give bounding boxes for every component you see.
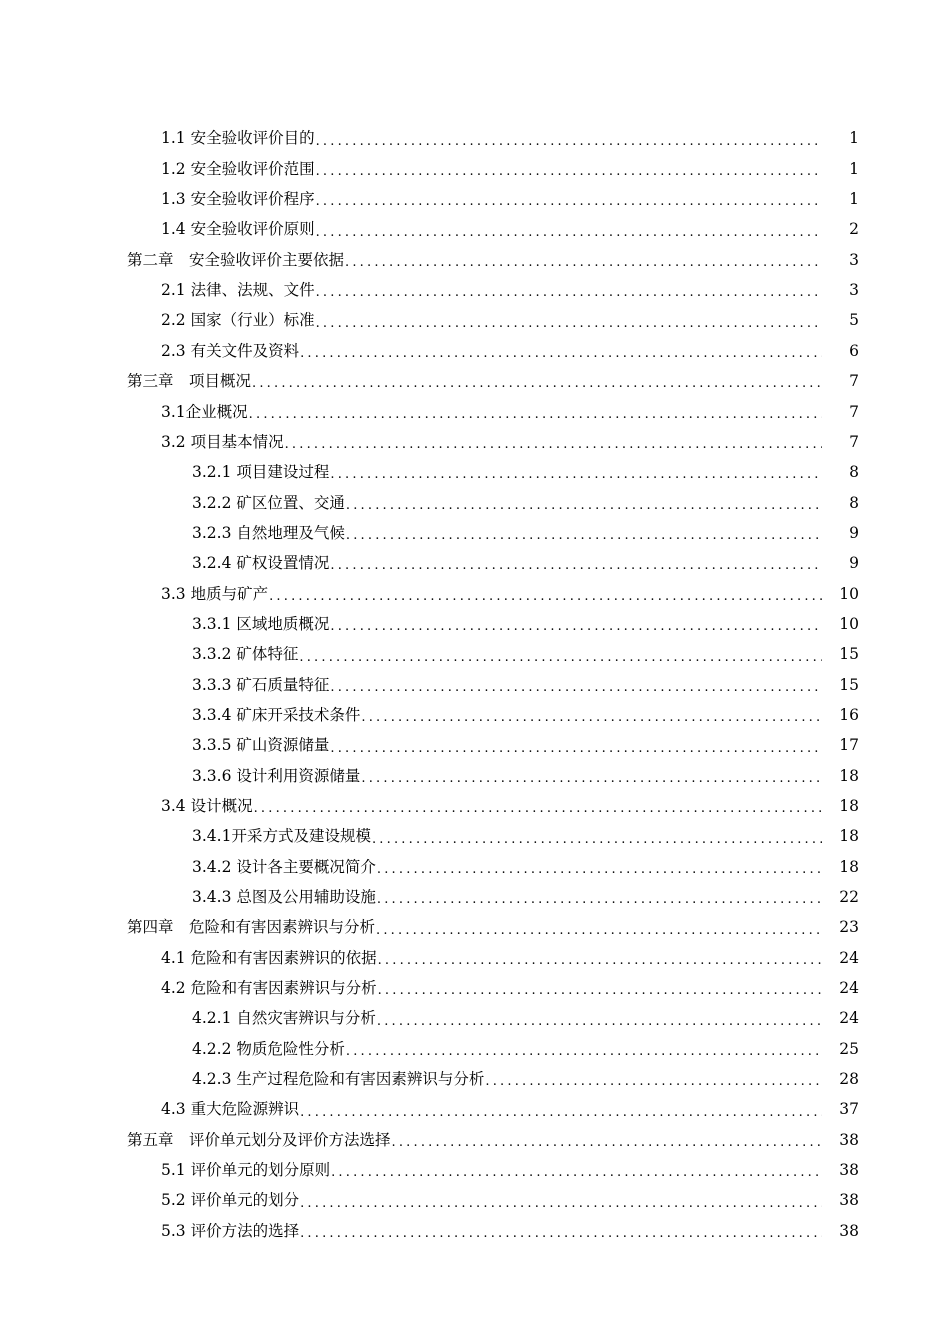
toc-subsection-entry[interactable] (0, 610, 950, 640)
toc-page-number: 38 (839, 1221, 859, 1240)
toc-dot-leader (361, 772, 822, 785)
toc-dot-leader (316, 135, 822, 148)
toc-section-entry[interactable] (0, 579, 950, 609)
toc-page-number: 15 (839, 675, 859, 694)
toc-page-number: 22 (839, 888, 859, 907)
toc-dot-leader (316, 226, 822, 239)
toc-dot-leader (254, 802, 822, 815)
toc-section-entry[interactable] (0, 336, 950, 366)
toc-dot-leader (300, 1106, 822, 1119)
toc-page-number: 7 (849, 432, 859, 451)
toc-section-entry[interactable] (0, 1186, 950, 1216)
toc-entry-title: 第二章 安全验收评价主要依据 (127, 250, 345, 269)
toc-section-entry[interactable] (0, 306, 950, 336)
toc-page-number: 8 (849, 463, 859, 482)
toc-dot-leader (346, 1045, 822, 1058)
toc-dot-leader (331, 1166, 822, 1179)
toc-entry-title: 第四章 危险和有害因素辨识与分析 (127, 918, 376, 937)
toc-page-number: 1 (849, 159, 859, 178)
toc-subsection-entry[interactable] (0, 761, 950, 791)
toc-entry-title: 3.3.2 矿体特征 (192, 645, 299, 664)
toc-dot-leader (377, 863, 822, 876)
toc-entry-title: 5.3 评价方法的选择 (161, 1221, 300, 1240)
toc-entry-title: 3.2.2 矿区位置、交通 (192, 493, 345, 512)
toc-subsection-entry[interactable] (0, 852, 950, 882)
toc-entry-title: 3.3 地质与矿产 (161, 584, 269, 603)
toc-page-number: 28 (839, 1070, 859, 1089)
toc-page-number: 25 (839, 1039, 859, 1058)
toc-entry-title: 5.2 评价单元的划分 (161, 1191, 300, 1210)
toc-dot-leader (300, 1197, 822, 1210)
toc-subsection-entry[interactable] (0, 518, 950, 548)
toc-page-number: 37 (839, 1100, 859, 1119)
toc-entry-title: 3.3.3 矿石质量特征 (192, 675, 330, 694)
toc-section-entry[interactable] (0, 974, 950, 1004)
toc-dot-leader (316, 195, 822, 208)
toc-page-number: 10 (839, 584, 859, 603)
toc-page-number: 9 (849, 523, 859, 542)
toc-page-number: 38 (839, 1130, 859, 1149)
toc-entry-title: 4.1 危险和有害因素辨识的依据 (161, 948, 377, 967)
toc-dot-leader (285, 438, 822, 451)
toc-entry-title: 4.2 危险和有害因素辨识与分析 (161, 979, 377, 998)
toc-page-number: 18 (839, 796, 859, 815)
toc-section-entry[interactable] (0, 1095, 950, 1125)
toc-page-number: 8 (849, 493, 859, 512)
toc-entry-title: 3.2.3 自然地理及气候 (192, 523, 345, 542)
toc-page-number: 1 (849, 129, 859, 148)
toc-section-entry[interactable] (0, 943, 950, 973)
toc-dot-leader (330, 559, 822, 572)
toc-dot-leader (377, 893, 822, 906)
toc-dot-leader (249, 408, 822, 421)
toc-subsection-entry[interactable] (0, 640, 950, 670)
toc-dot-leader (330, 620, 822, 633)
toc-entry-title: 4.2.3 生产过程危险和有害因素辨识与分析 (192, 1070, 485, 1089)
toc-dot-leader (378, 954, 822, 967)
toc-entry-title: 3.3.5 矿山资源储量 (192, 736, 330, 755)
toc-subsection-entry[interactable] (0, 883, 950, 913)
toc-page-number: 23 (839, 918, 859, 937)
toc-section-entry[interactable] (0, 154, 950, 184)
toc-entry-title: 3.2.1 项目建设过程 (192, 463, 330, 482)
toc-page-number: 38 (839, 1161, 859, 1180)
toc-subsection-entry[interactable] (0, 822, 950, 852)
toc-page-number: 18 (839, 857, 859, 876)
toc-entry-title: 2.2 国家（行业）标准 (161, 311, 315, 330)
toc-subsection-entry[interactable] (0, 458, 950, 488)
toc-dot-leader (372, 833, 822, 846)
toc-page-number: 6 (849, 341, 859, 360)
toc-section-entry[interactable] (0, 215, 950, 245)
toc-subsection-entry[interactable] (0, 1004, 950, 1034)
toc-chapter-entry[interactable] (0, 245, 950, 275)
toc-dot-leader (377, 1015, 822, 1028)
toc-entry-title: 3.4.3 总图及公用辅助设施 (192, 888, 376, 907)
toc-entry-title: 1.4 安全验收评价原则 (161, 220, 315, 239)
table-of-contents (0, 124, 950, 1247)
toc-section-entry[interactable] (0, 397, 950, 427)
toc-section-entry[interactable] (0, 792, 950, 822)
toc-entry-title: 4.2.2 物质危险性分析 (192, 1039, 345, 1058)
toc-entry-title: 1.3 安全验收评价程序 (161, 190, 315, 209)
toc-dot-leader (376, 924, 822, 937)
toc-entry-title: 1.2 安全验收评价范围 (161, 159, 315, 178)
toc-page-number: 2 (849, 220, 859, 239)
toc-page-number: 1 (849, 190, 859, 209)
toc-entry-title: 4.3 重大危险源辨识 (161, 1100, 300, 1119)
toc-dot-leader (330, 468, 822, 481)
toc-entry-title: 2.1 法律、法规、文件 (161, 281, 315, 300)
toc-entry-title: 3.2.4 矿权设置情况 (192, 554, 330, 573)
toc-subsection-entry[interactable] (0, 488, 950, 518)
toc-dot-leader (316, 317, 822, 330)
toc-page-number: 17 (839, 736, 859, 755)
toc-chapter-entry[interactable] (0, 913, 950, 943)
toc-page-number: 5 (849, 311, 859, 330)
toc-dot-leader (392, 1136, 822, 1149)
toc-entry-title: 1.1 安全验收评价目的 (161, 129, 315, 148)
toc-page-number: 3 (849, 281, 859, 300)
toc-page-number: 10 (839, 614, 859, 633)
toc-dot-leader (299, 651, 822, 664)
toc-entry-title: 4.2.1 自然灾害辨识与分析 (192, 1009, 376, 1028)
toc-entry-title: 5.1 评价单元的划分原则 (161, 1161, 331, 1180)
toc-page-number: 24 (839, 979, 859, 998)
toc-chapter-entry[interactable] (0, 367, 950, 397)
toc-entry-title: 2.3 有关文件及资料 (161, 341, 300, 360)
toc-subsection-entry[interactable] (0, 670, 950, 700)
toc-dot-leader (330, 742, 822, 755)
toc-dot-leader (316, 286, 822, 299)
toc-page-number: 38 (839, 1191, 859, 1210)
toc-entry-title: 3.4.1开采方式及建设规模 (192, 827, 371, 846)
toc-dot-leader (300, 347, 822, 360)
toc-section-entry[interactable] (0, 124, 950, 154)
toc-dot-leader (346, 529, 822, 542)
toc-subsection-entry[interactable] (0, 1065, 950, 1095)
toc-subsection-entry[interactable] (0, 731, 950, 761)
toc-entry-title: 3.1企业概况 (161, 402, 248, 421)
toc-entry-title: 第五章 评价单元划分及评价方法选择 (127, 1130, 391, 1149)
toc-dot-leader (269, 590, 822, 603)
toc-page-number: 7 (849, 402, 859, 421)
toc-entry-title: 3.3.4 矿床开采技术条件 (192, 705, 361, 724)
toc-page-number: 9 (849, 554, 859, 573)
toc-dot-leader (300, 1227, 822, 1240)
toc-section-entry[interactable] (0, 185, 950, 215)
toc-section-entry[interactable] (0, 1156, 950, 1186)
toc-subsection-entry[interactable] (0, 1034, 950, 1064)
toc-dot-leader (316, 165, 822, 178)
toc-entry-title: 3.4.2 设计各主要概况简介 (192, 857, 376, 876)
toc-dot-leader (378, 984, 822, 997)
toc-section-entry[interactable] (0, 1216, 950, 1246)
toc-subsection-entry[interactable] (0, 549, 950, 579)
toc-page-number: 7 (849, 372, 859, 391)
toc-dot-leader (252, 377, 822, 390)
toc-entry-title: 3.2 项目基本情况 (161, 432, 284, 451)
toc-entry-title: 3.3.6 设计利用资源储量 (192, 766, 361, 785)
toc-entry-title: 第三章 项目概况 (127, 372, 252, 391)
toc-entry-title: 3.4 设计概况 (161, 796, 253, 815)
toc-dot-leader (330, 681, 822, 694)
toc-chapter-entry[interactable] (0, 1125, 950, 1155)
toc-section-entry[interactable] (0, 427, 950, 457)
toc-dot-leader (345, 256, 822, 269)
toc-page-number: 24 (839, 1009, 859, 1028)
toc-page-number: 24 (839, 948, 859, 967)
toc-page-number: 3 (849, 250, 859, 269)
toc-page-number: 18 (839, 827, 859, 846)
toc-dot-leader (485, 1075, 822, 1088)
toc-dot-leader (361, 711, 822, 724)
toc-section-entry[interactable] (0, 276, 950, 306)
toc-entry-title: 3.3.1 区域地质概况 (192, 614, 330, 633)
toc-page-number: 15 (839, 645, 859, 664)
toc-dot-leader (346, 499, 822, 512)
toc-subsection-entry[interactable] (0, 701, 950, 731)
toc-page-number: 16 (839, 705, 859, 724)
toc-page-number: 18 (839, 766, 859, 785)
